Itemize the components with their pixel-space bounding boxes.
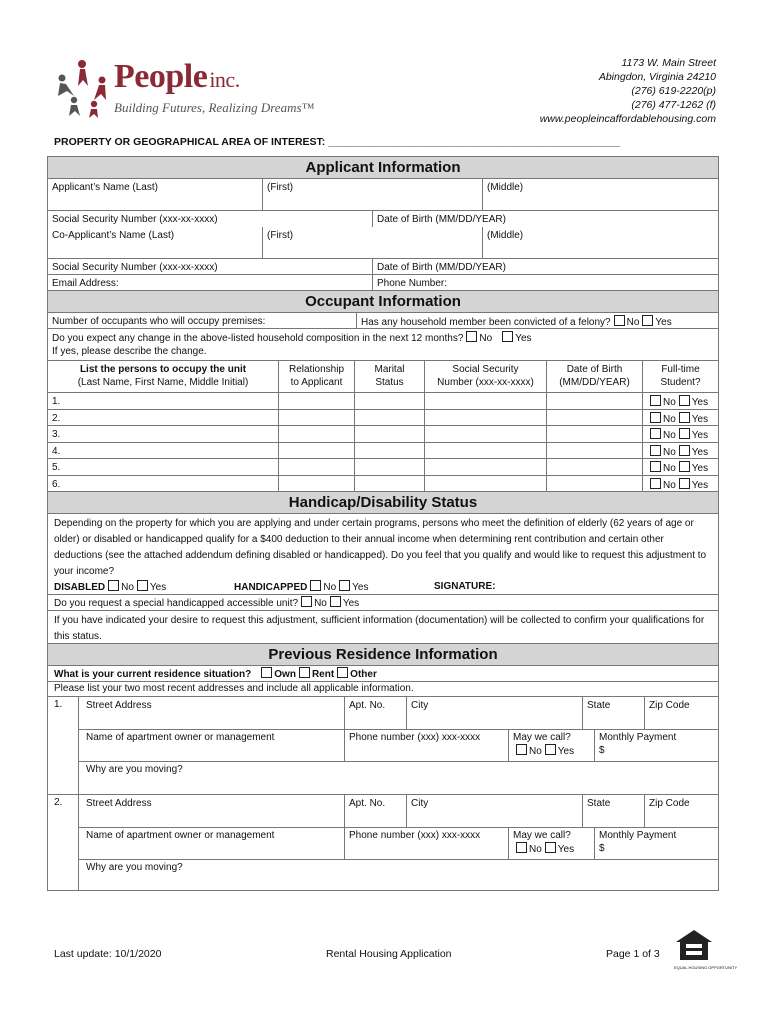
equal-housing-logo [674,928,738,972]
coapplicant-last-name-field[interactable]: Co-Applicant’s Name (Last) [52,230,175,241]
occupant-student-cell [642,476,718,492]
occupant-name-cell[interactable]: 3. [52,429,61,440]
email-field[interactable]: Email Address: [52,278,119,289]
occupant-ssn-cell[interactable] [424,426,546,442]
describe-change-field[interactable]: If yes, please describe the change. [52,346,207,357]
student-yes-label: Yes [691,413,709,425]
student-no-label: No [663,397,676,408]
col-dob-line2: (MM/DD/YEAR) [559,377,630,388]
may-call-label: May we call? [513,830,571,841]
situation-label: What is your current residence situation? [54,669,252,680]
household-change-question [48,329,718,360]
handicap-description-row [48,514,718,579]
residence-situation-row [48,666,718,682]
student-no-checkbox[interactable] [650,395,661,406]
student-no-label: No [663,430,676,441]
occupant-ssn-cell[interactable] [424,476,546,492]
occupant-marital-cell[interactable] [354,410,424,426]
contact-block [540,56,716,126]
student-no-checkbox[interactable] [650,461,661,472]
applicant-first-name-field[interactable]: (First) [262,179,482,210]
instructions-row [48,682,718,696]
call-yes-label: Yes [557,844,575,855]
occupant-student-cell [642,443,718,459]
occupant-table-header [48,361,718,393]
coapplicant-ssn-field[interactable]: Social Security Number (xxx-xx-xxxx) [52,262,218,273]
entry-number: 1. [54,699,63,710]
felony-label: Has any household member been convicted of a felony? [361,317,611,328]
change-yes-checkbox[interactable] [502,331,513,342]
student-yes-label: Yes [691,463,709,474]
owner-phone-field[interactable]: Phone number (xxx) xxx-xxxx [344,729,508,761]
disabled-no-label: No [121,582,134,593]
occupant-name-cell[interactable]: 4. [52,445,61,457]
address-instructions: Please list your two most recent addresses and include all applicable information. [54,683,414,694]
fax-line: (276) 477-1262 (f) [631,99,716,111]
occupant-student-cell [642,459,718,475]
apt-number-field[interactable]: Apt. No. [344,697,406,729]
student-yes-label: Yes [691,430,709,441]
address-line [78,697,718,730]
section-header-previous: Previous Residence Information [48,644,718,666]
col-header-student [642,361,718,392]
rent-label: Rent [311,669,335,680]
occupant-relationship-cell[interactable] [278,476,354,492]
state-field[interactable]: State [582,697,644,729]
student-no-checkbox[interactable] [650,412,661,423]
student-no-label: No [663,446,676,458]
monthly-payment-field[interactable] [594,827,718,859]
occupant-row [48,443,718,460]
equal-housing-text: EQUAL HOUSING OPPORTUNITY [674,965,738,970]
company-name: Peopleinc. [114,58,240,95]
felony-no-checkbox[interactable] [614,315,625,326]
company-logo [52,56,342,120]
change-label: Do you expect any change in the above-listed household composition in the next 12 months? [52,333,464,344]
own-checkbox[interactable] [261,667,272,678]
call-no-checkbox[interactable] [516,842,527,853]
col-student-line2: Student? [660,377,701,388]
city-field[interactable]: City [406,795,582,827]
occupant-dob-cell[interactable] [546,459,642,475]
handicapped-no-label: No [323,582,337,593]
occupant-dob-cell[interactable] [546,443,642,459]
accessible-unit-label: Do you request a special handicapped accessible unit? [54,598,299,609]
application-form [47,156,719,891]
student-yes-label: Yes [691,479,709,491]
call-yes-checkbox[interactable] [545,744,556,755]
previous-address-entry [48,794,718,890]
felony-question [356,313,718,328]
occupant-count-row [48,313,718,329]
accessible-unit-row [48,595,718,611]
monthly-payment-field[interactable] [594,729,718,761]
occupant-dob-cell[interactable] [546,426,642,442]
state-field[interactable]: State [582,795,644,827]
col-rel-line1: Relationship [288,364,345,375]
call-no-label: No [529,746,542,757]
occupant-student-cell [642,393,718,409]
document-title: Rental Housing Application [326,948,452,960]
page-number: Page 1 of 3 [606,948,660,960]
occupant-marital-cell[interactable] [354,393,424,409]
monthly-payment-label: Monthly Payment [599,830,677,841]
student-yes-checkbox[interactable] [679,445,690,456]
student-no-label: No [663,463,676,474]
dollar-sign: $ [599,745,605,756]
occupant-ssn-cell[interactable] [424,410,546,426]
handicapped-yes-checkbox[interactable] [339,580,350,591]
handicap-description: Depending on the property for which you are applying and under certain programs, persons who meet the definition of elderly (62 years of age or older) or disabled or handicapped qualify for a $400 deduction to their annual income when determining rent contribution and certain other deductions (see the attached addendum defining disabled or handicapped). Do you feel that you qualify and would like to request this adjustment to your income? [54,518,707,577]
occupant-marital-cell[interactable] [354,476,424,492]
student-no-label: No [663,413,676,425]
section-header-applicant: Applicant Information [48,157,718,179]
disabled-yes-label: Yes [149,582,167,593]
col-marital-line1: Marital [374,364,405,375]
occupant-row [48,426,718,443]
occupant-dob-cell[interactable] [546,476,642,492]
occupant-ssn-cell[interactable] [424,393,546,409]
col-marital-line2: Status [375,377,404,388]
change-yes-label: Yes [515,333,532,344]
address-line-1: 1173 W. Main Street [621,57,716,69]
disabled-question [54,580,166,594]
why-moving-field[interactable] [82,861,187,874]
company-suffix: inc. [209,67,240,92]
occupant-student-cell [642,410,718,426]
occupant-marital-cell[interactable] [354,443,424,459]
accessible-yes-label: Yes [342,598,360,609]
disabled-no-checkbox[interactable] [108,580,119,591]
may-we-call [508,827,594,859]
call-yes-checkbox[interactable] [545,842,556,853]
section-header-handicap: Handicap/Disability Status [48,492,718,514]
owner-line [78,729,718,762]
occupant-table-body [48,393,718,492]
coapplicant-first-name-field[interactable]: (First) [262,227,482,258]
occupant-student-cell [642,426,718,442]
owner-management-field[interactable]: Name of apartment owner or management [86,830,275,841]
disabled-yes-checkbox[interactable] [137,580,148,591]
applicant-ssn-row [48,211,718,227]
owner-line [78,827,718,860]
occupant-row [48,459,718,476]
may-call-label: May we call? [513,732,571,743]
col-dob-line1: Date of Birth [566,364,623,375]
address-line [78,795,718,828]
occupant-dob-cell[interactable] [546,410,642,426]
accessible-no-label: No [314,598,327,609]
handicapped-label: HANDICAPPED [234,582,308,593]
occupant-relationship-cell[interactable] [278,443,354,459]
contact-row [48,275,718,291]
col-rel-line2: to Applicant [290,377,343,388]
change-no-checkbox[interactable] [466,331,477,342]
student-yes-checkbox[interactable] [679,428,690,439]
student-yes-checkbox[interactable] [679,461,690,472]
student-yes-checkbox[interactable] [679,478,690,489]
owner-phone-field[interactable]: Phone number (xxx) xxx-xxxx [344,827,508,859]
coapplicant-dob-field[interactable]: Date of Birth (MM/DD/YEAR) [372,259,718,274]
occupant-marital-cell[interactable] [354,459,424,475]
residence-situation-question [54,667,377,681]
student-no-checkbox[interactable] [650,428,661,439]
occupant-row [48,410,718,427]
household-change-row [48,329,718,361]
dollar-sign: $ [599,843,605,854]
applicant-ssn-field[interactable]: Social Security Number (xxx-xx-xxxx) [52,214,218,225]
student-no-checkbox[interactable] [650,445,661,456]
student-yes-label: Yes [691,446,709,458]
occupant-name-cell[interactable]: 6. [52,478,61,490]
other-label: Other [350,669,377,680]
col-student-line1: Full-time [661,364,700,375]
rent-checkbox[interactable] [299,667,310,678]
occupant-row [48,476,718,493]
zip-code-field[interactable]: Zip Code [644,795,718,827]
phone-field[interactable]: Phone Number: [372,275,718,290]
change-no-label: No [479,333,493,344]
handicapped-yes-label: Yes [352,582,369,593]
col-header-name [48,361,278,392]
call-yes-label: Yes [557,746,575,757]
occupant-row [48,393,718,410]
why-moving-label: Why are you moving? [86,862,183,873]
col-name-line2: (Last Name, First Name, Middle Initial) [77,377,249,388]
handicapped-question [234,580,368,594]
felony-yes-label: Yes [655,317,672,328]
student-no-label: No [663,479,676,491]
applicant-dob-field[interactable]: Date of Birth (MM/DD/YEAR) [372,211,718,227]
occupant-relationship-cell[interactable] [278,426,354,442]
phone-line: (276) 619-2220(p) [631,85,716,97]
applicant-last-name-field[interactable]: Applicant’s Name (Last) [52,182,158,193]
section-header-occupant: Occupant Information [48,291,718,313]
col-header-ssn [424,361,546,392]
student-yes-checkbox[interactable] [679,395,690,406]
col-header-dob [546,361,642,392]
monthly-payment-label: Monthly Payment [599,732,677,743]
felony-yes-checkbox[interactable] [642,315,653,326]
why-moving-field[interactable] [82,763,187,776]
occupant-name-cell[interactable]: 5. [52,462,61,473]
company-tagline: Building Futures, Realizing Dreams™ [114,100,315,115]
handicapped-no-checkbox[interactable] [310,580,321,591]
address-line-2: Abingdon, Virginia 24210 [598,71,716,83]
occupant-marital-cell[interactable] [354,426,424,442]
previous-addresses [48,696,718,890]
handicap-note-row [48,611,718,644]
col-name-line1: List the persons to occupy the unit [79,364,247,375]
occupant-relationship-cell[interactable] [278,393,354,409]
call-no-checkbox[interactable] [516,744,527,755]
last-update: Last update: 10/1/2020 [54,948,162,960]
disabled-label: DISABLED [54,582,106,593]
previous-address-entry [48,696,718,794]
call-no-label: No [529,844,542,855]
why-moving-label: Why are you moving? [86,764,183,775]
accessible-yes-checkbox[interactable] [330,596,341,607]
col-header-relationship [278,361,354,392]
student-yes-label: Yes [691,397,709,408]
occupant-relationship-cell[interactable] [278,410,354,426]
city-field[interactable]: City [406,697,582,729]
occupant-ssn-cell[interactable] [424,443,546,459]
col-ssn-line1: Social Security [452,364,519,375]
occupant-relationship-cell[interactable] [278,459,354,475]
owner-management-field[interactable]: Name of apartment owner or management [86,732,275,743]
signature-field[interactable]: SIGNATURE: [434,581,496,592]
own-label: Own [274,669,296,680]
property-interest-field[interactable]: PROPERTY OR GEOGRAPHICAL AREA OF INTEREST: __________________________________________________ [54,136,621,148]
coapplicant-ssn-row [48,259,718,275]
felony-no-label: No [626,317,640,328]
occupant-ssn-cell[interactable] [424,459,546,475]
handicap-note: If you have indicated your desire to request this adjustment, sufficient information (documentation) will be collected to confirm your qualifications for this status. [54,615,705,642]
people-figures-icon [52,56,112,118]
handicap-status-row [48,579,718,595]
street-address-field[interactable]: Street Address [86,700,152,711]
occupant-name-cell[interactable]: 1. [52,396,61,407]
apt-number-field[interactable]: Apt. No. [344,795,406,827]
street-address-field[interactable]: Street Address [86,798,152,809]
accessible-unit-question [54,596,359,610]
col-header-marital [354,361,424,392]
applicant-middle-name-field[interactable]: (Middle) [482,179,718,210]
equal-housing-icon [674,928,714,962]
applicant-name-row [48,179,718,211]
website-line[interactable]: www.peopleincaffordablehousing.com [539,113,716,125]
entry-number: 2. [54,797,63,808]
student-no-checkbox[interactable] [650,478,661,489]
coapplicant-middle-name-field[interactable]: (Middle) [482,227,718,258]
occupant-name-cell[interactable]: 2. [52,412,61,424]
accessible-no-checkbox[interactable] [301,596,312,607]
occupant-dob-cell[interactable] [546,393,642,409]
zip-code-field[interactable]: Zip Code [644,697,718,729]
occupant-count-field[interactable]: Number of occupants who will occupy premises: [52,316,266,327]
other-checkbox[interactable] [337,667,348,678]
coapplicant-name-row [48,227,718,259]
student-yes-checkbox[interactable] [679,412,690,423]
may-we-call [508,729,594,761]
col-ssn-line2: Number (xxx-xx-xxxx) [437,377,534,388]
